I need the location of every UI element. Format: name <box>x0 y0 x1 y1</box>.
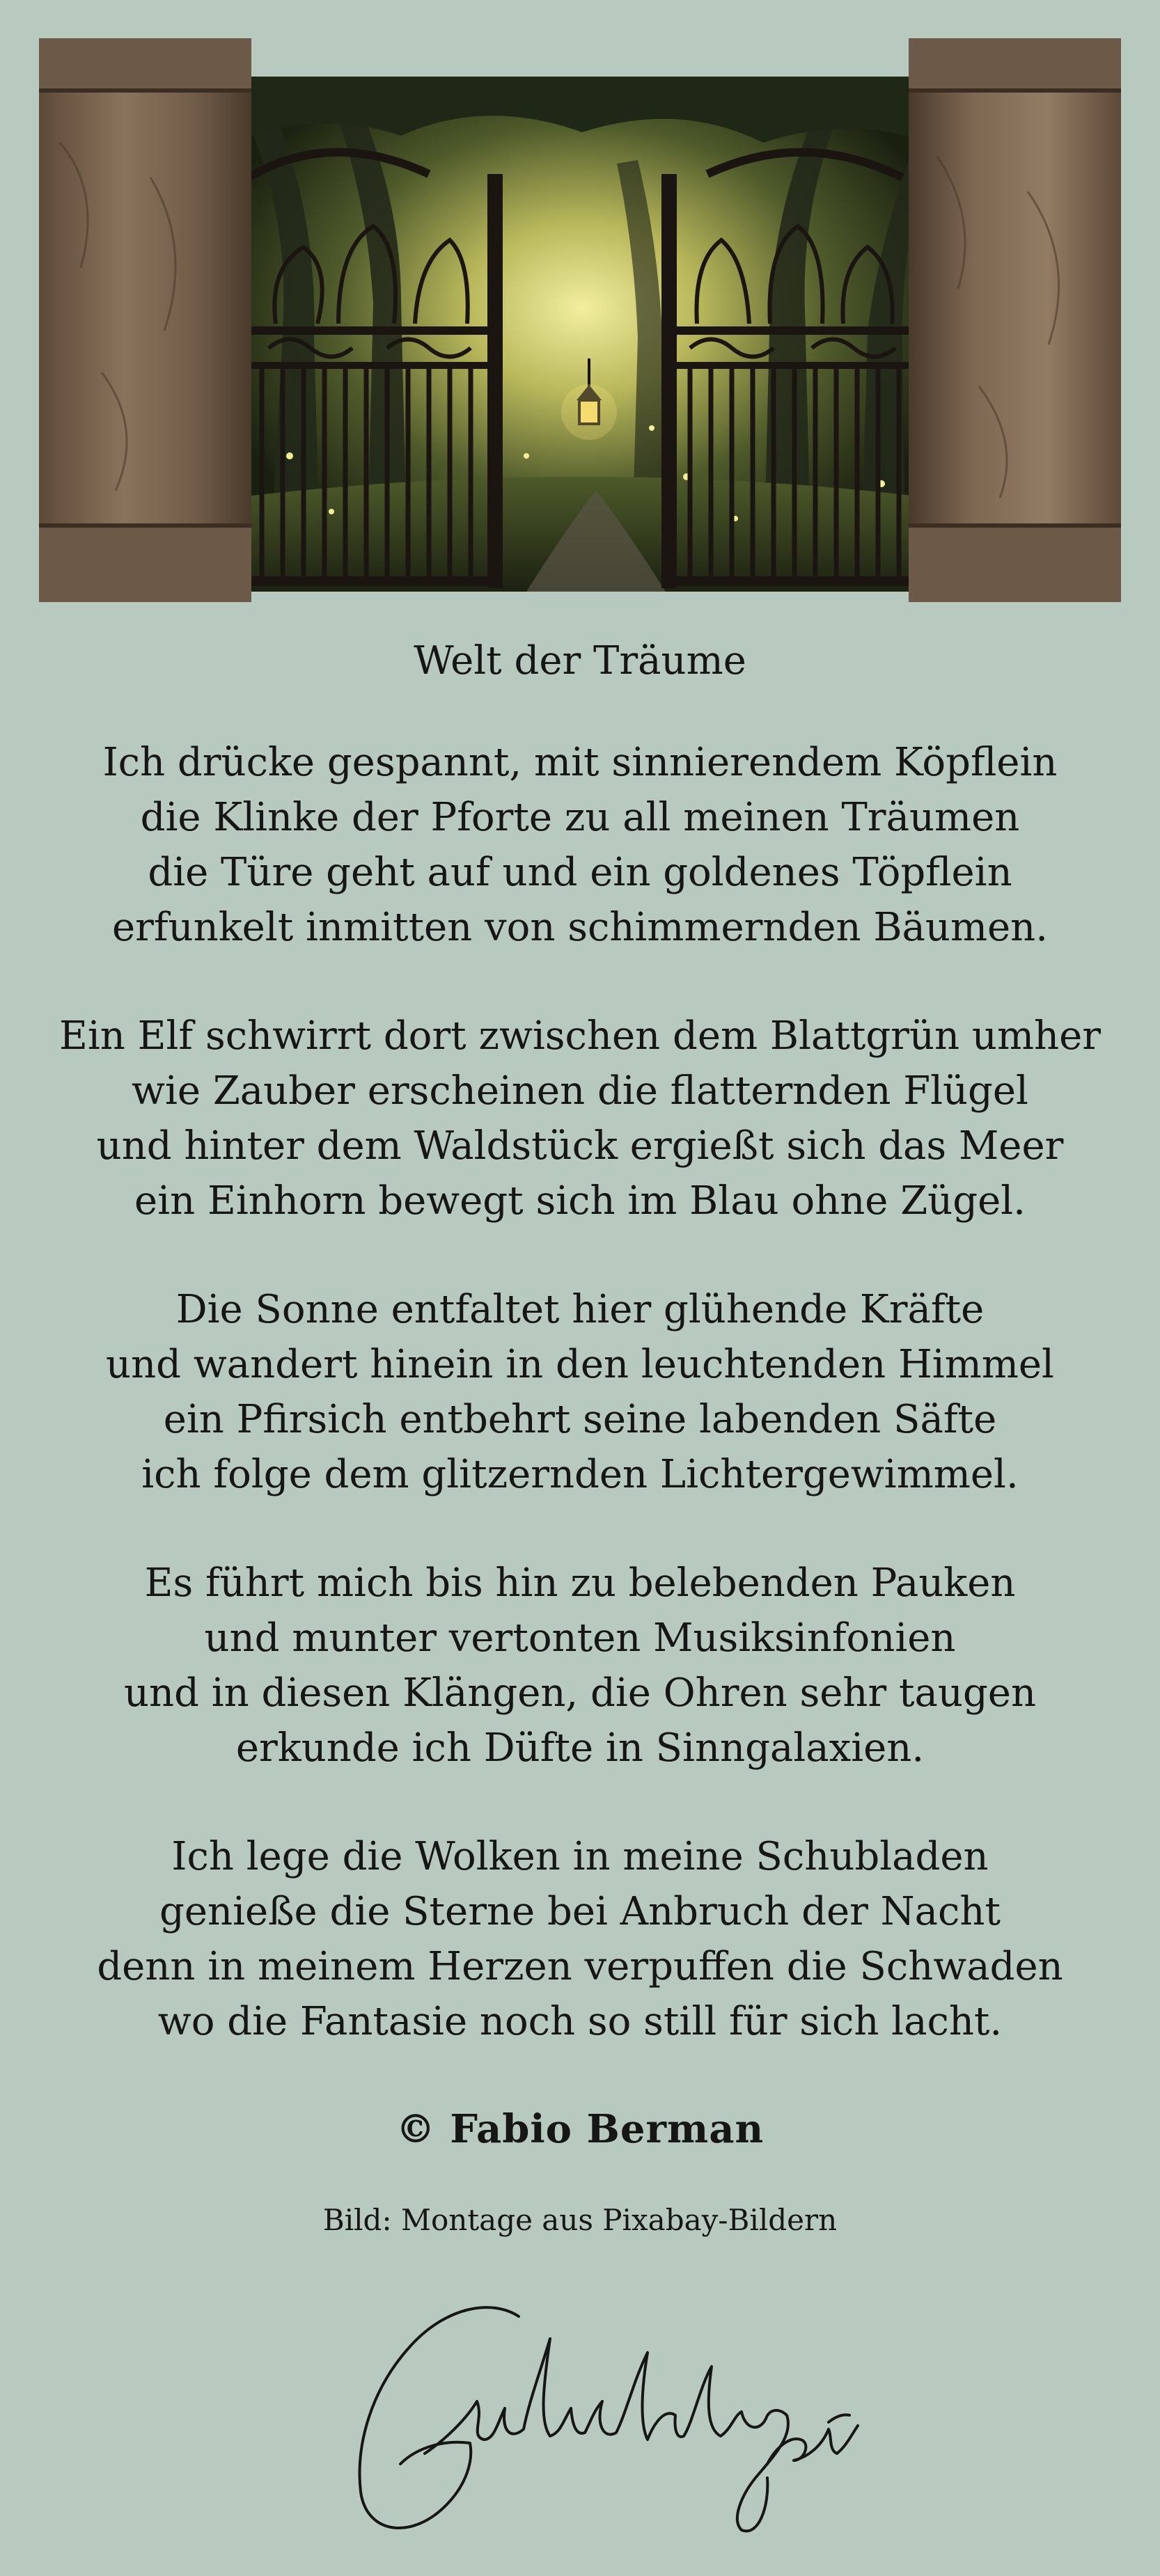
stanza-3 <box>0 1282 1160 1502</box>
poem-line: Ich lege die Wolken in meine Schubladen <box>171 1834 989 1879</box>
poem-line: genieße die Sterne bei Anbruch der Nacht <box>159 1889 1001 1934</box>
poem-line: die Klinke der Pforte zu all meinen Träumen <box>140 795 1020 840</box>
poem-line: wo die Fantasie noch so still für sich lacht. <box>157 1999 1003 2044</box>
poem-line: Es führt mich bis hin zu belebenden Pauken <box>144 1560 1016 1606</box>
poem-line: erfunkelt inmitten von schimmernden Bäumen. <box>111 905 1049 950</box>
poem-line: und munter vertonten Musiksinfonien <box>204 1615 956 1661</box>
poem-line: denn in meinem Herzen verpuffen die Schwaden <box>97 1944 1063 1989</box>
signature-logo-graphic <box>341 2297 863 2547</box>
copyright-notice: © Fabio Berman <box>395 2106 765 2152</box>
poem-line: und in diesen Klängen, die Ohren sehr taugen <box>123 1670 1037 1716</box>
poem <box>0 630 1160 2241</box>
poem-line: Die Sonne entfaltet hier glühende Kräfte <box>175 1287 985 1332</box>
poem-line: Ich drücke gespannt, mit sinnierendem Köpflein <box>102 740 1058 785</box>
stanza-4 <box>0 1556 1160 1776</box>
poem-line: ein Pfirsich entbehrt seine labenden Säfte <box>163 1397 997 1442</box>
stanza-1 <box>0 735 1160 955</box>
header-image <box>39 38 1121 602</box>
poem-line: erkunde ich Düfte in Sinngalaxien. <box>235 1725 925 1771</box>
gedichtezauber-logo <box>341 2297 863 2547</box>
poem-line: und hinter dem Waldstück ergießt sich das Meer <box>96 1123 1064 1169</box>
image-credit: Bild: Montage aus Pixabay-Bildern <box>322 2203 838 2237</box>
poem-line: und wandert hinein in den leuchtenden Himmel <box>106 1342 1054 1387</box>
poem-line: ich folge dem glitzernden Lichtergewimmel. <box>141 1452 1019 1497</box>
poem-line: Ein Elf schwirrt dort zwischen dem Blattgrün umher <box>58 1013 1102 1059</box>
poem-line: wie Zauber erscheinen die flatternden Flügel <box>132 1068 1028 1114</box>
stanza-2 <box>0 1009 1160 1228</box>
poem-line: die Türe geht auf und ein goldenes Töpflein <box>148 850 1012 895</box>
poem-line: ein Einhorn bewegt sich im Blau ohne Zügel. <box>134 1178 1026 1224</box>
stanza-5 <box>0 1829 1160 2049</box>
left-pillar <box>39 38 251 602</box>
poem-title: Welt der Träume <box>414 638 746 683</box>
enchanted-gate-illustration <box>39 38 1121 602</box>
right-pillar <box>909 38 1121 602</box>
